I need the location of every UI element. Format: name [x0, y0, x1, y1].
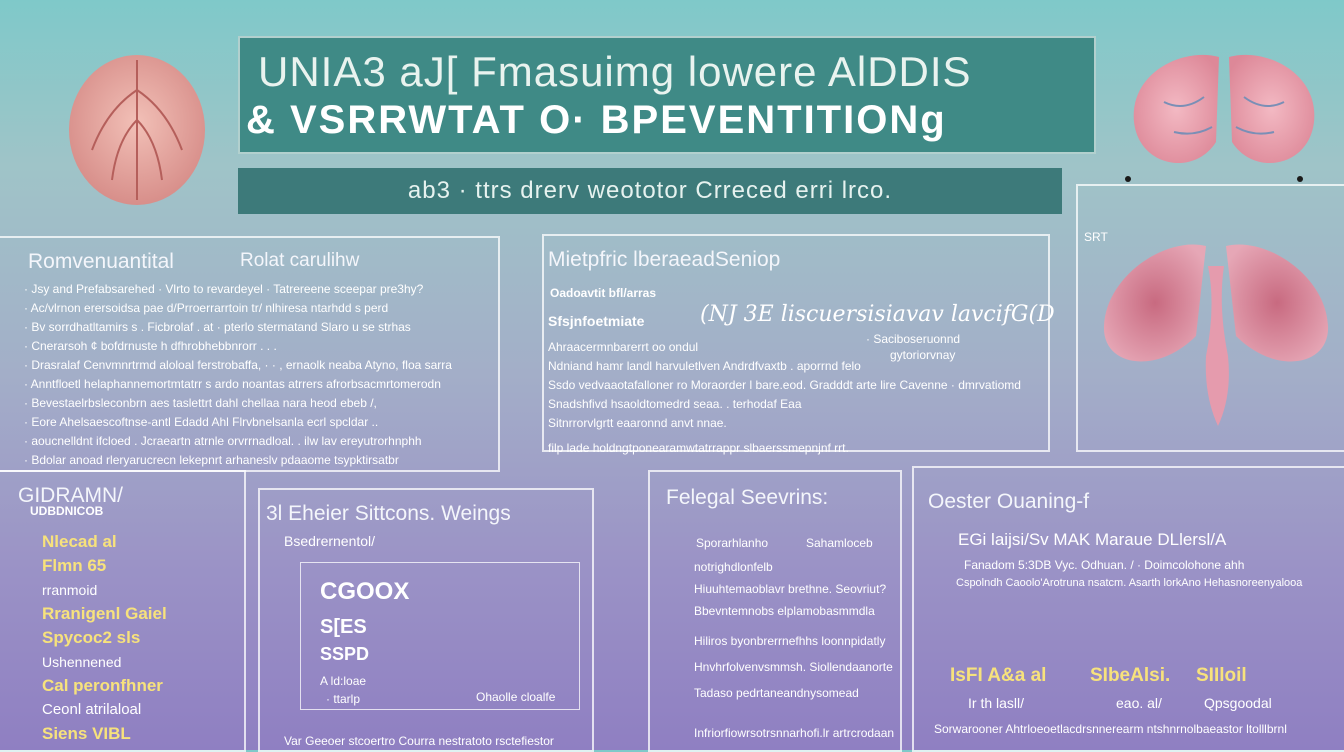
list-item: · aoucnelldnt ifcloed . Jcraeartn atrnle orvrrnadloal. . ilw lav ereyutrorhnphh [24, 434, 422, 448]
panel-center-list [548, 338, 1021, 458]
panel-bottom-right-stat2-sub: eao. al/ [1116, 695, 1162, 711]
panel-bottom-mid-col-a: Sporarhlanho [696, 536, 769, 550]
panel-bottom-right-stat3-sub: Qpsgoodal [1204, 695, 1272, 711]
page-title-line1: UNIA3 aJ[ Fmasuimg lowere AlDDIS [258, 48, 972, 95]
list-item: · Eore Ahelsaescoftnse-antl Edadd Ahl Flrvbnelsanla ecrl spcldar .. [24, 415, 379, 429]
panel-bottom-mid-heading: Felegal Seevrins: [666, 486, 829, 509]
panel-right-top-label: SRT [1084, 230, 1108, 244]
panel-bottom-right-line3: Cspolndh Caoolo'Arotruna nsatcm. Asarth lorkAno Hehasnoreenyalooa [956, 577, 1303, 589]
marker-dot-right [1297, 176, 1303, 182]
organ-illustration-left-icon [62, 40, 212, 210]
panel-bottom-center-heading: 3l Eheier Sittcons. Weings [266, 502, 511, 525]
list-item: filp lade holdngtponearamwtatrrappr slbaerssmepnjnf rrt. [548, 441, 849, 455]
marker-dot-left [1125, 176, 1131, 182]
list-item: Flmn 65 [42, 556, 107, 575]
panel-bottom-center-big1: CGOOX [320, 578, 410, 605]
list-item: Sitnrrorvlgrtt eaaronnd anvt nnae. [548, 416, 727, 430]
panel-bottom-right-footer: Sorwarooner Ahtrloeoetlacdrsnnerearm ntshnrnolbaeastor ltolllbrnl [934, 722, 1287, 736]
list-item: Infriorfiowrsotrsnnarhofi.lr artrcrodaan [694, 726, 895, 740]
panel-center-note-a: · Saciboseruonnd [866, 332, 961, 346]
panel-bottom-right-heading: Oester Ouaning-f [928, 490, 1090, 513]
list-item: Ssdo vedvaaotafalloner ro Moraorder l bare.eod. Gradddt arte lire Cavenne · dmrvatiomd [548, 378, 1021, 392]
panel-bottom-center-big2: S[ES [320, 616, 367, 638]
panel-bottom-center-big3: SSPD [320, 644, 370, 664]
list-item: · Cnerarsoh ¢ bofdrnuste h dfhrobhebbnrorr . . . [24, 339, 277, 353]
list-item: Cal peronfhner [42, 676, 163, 695]
panel-center-heading: Mietpfric lberaeadSeniop [548, 248, 781, 271]
panel-bottom-left-list [42, 530, 167, 746]
panel-bottom-center-small-b: · ttarlp [326, 692, 361, 706]
panel-bottom-center-sub: Bsedrernentol/ [284, 533, 376, 549]
list-item: Hiuuhtemaoblavr brethne. Seovriut? [694, 582, 887, 596]
list-item: Spycoc2 sls [42, 628, 141, 647]
list-item: · Drasralaf Cenvmnrtrmd aloloal ferstrobaffa, · · , ernaolk neaba Atyno, floa sarra [24, 358, 452, 372]
panel-bottom-left-heading: GIDRAMN/ [18, 484, 123, 507]
list-item: · Anntfloetl helaphannemortmtatrr s ardo noantas atrrers afrorbsacmrtomerodn [24, 377, 441, 391]
list-item: Bbevntemnobs elplamobasmmdla [694, 604, 875, 618]
organ-illustration-right-icon [1096, 226, 1336, 436]
panel-center-script: (NJ 3E liscuersisiavav lavcifG(D [700, 302, 1055, 327]
list-item: Snadshfivd hsaoldtomedrd seaa. . terhodaf Eaa [548, 397, 802, 411]
list-item: rranmoid [42, 582, 98, 598]
list-item: Rranigenl Gaiel [42, 604, 167, 623]
list-item: Hiliros byonbrerrnefhhs loonnpidatly [694, 634, 886, 648]
panel-left-heading-b: Rolat carulihw [240, 250, 360, 271]
list-item: Hnvhrfolvenvsmmsh. Siollendaanorte [694, 660, 893, 674]
panel-center-note-b: gytoriorvnay [890, 348, 956, 362]
panel-bottom-center-footer: Var Geeoer stcoertro Courra nestratoto rsctefiestor [284, 734, 554, 748]
panel-bottom-right-line1: EGi laijsi/Sv MAK Maraue DLlersl/A [958, 530, 1227, 549]
panel-center-sub2: Sfsjnfoetmiate [548, 313, 645, 329]
subtitle-banner [238, 168, 1062, 214]
panel-bottom-center-small-a: A ld:loae [320, 674, 367, 688]
panel-bottom-right-stat1-sub: Ir th lasll/ [968, 695, 1025, 711]
page-title-line2: & VSRRWTAT O· BPEVENTITIONg [246, 98, 947, 142]
panel-left-list [24, 280, 452, 470]
panel-center-sub1: Oadoavtit bfl/arras [550, 286, 657, 300]
panel-bottom-right-stat3: SIIloil [1196, 665, 1247, 686]
list-item: · Bevestaelrbsleconbrn aes taslettrt dahl chellaa nara heod ebeb /, [24, 396, 377, 410]
panel-bottom-right-line2: Fanadom 5:3DB Vyc. Odhuan. / · Doimcolohone ahh [964, 558, 1245, 572]
panel-left-heading-a: Romvenuantital [28, 250, 174, 273]
list-item: Ndniand hamr landl harvuletlven Andrdfvaxtb . aporrnd felo [548, 359, 861, 373]
list-item: · Bv sorrdhatltamirs s . Ficbrolaf . at · pterlo stermatand Slaro u se strhas [24, 320, 411, 334]
list-item: Ushennened [42, 654, 122, 670]
organ-illustration-right-top-icon [1124, 42, 1324, 177]
list-item: · Bdolar anoad rleryarucrecn lekepnrt arhaneslv pdaaome tsypktirsatbr [24, 453, 399, 467]
panel-bottom-left-sub: UDBDNICOB [30, 504, 104, 518]
list-item: notrighdlonfelb [694, 560, 773, 574]
panel-bottom-right-stat2: SIbeAlsi. [1090, 665, 1171, 686]
panel-bottom-mid-col-b: Sahamloceb [806, 536, 873, 550]
list-item: Siens VIBL [42, 724, 131, 743]
list-item: Ceonl atrilaloal [42, 701, 142, 718]
list-item: · Jsy and Prefabsarehed · Vlrto to revardeyel · Tatrereene sceepar pre3hy? [24, 282, 424, 296]
page-subtitle: ab3 · ttrs drerv weototor Crreced erri lrco. [407, 177, 893, 204]
list-item: Tadaso pedrtaneandnysomead [694, 686, 859, 700]
panel-bottom-mid-list [694, 556, 894, 746]
list-item: Ahraacermnbarerrt oo ondul [548, 340, 699, 354]
panel-bottom-right-stat1: IsFI A&a al [950, 665, 1047, 686]
list-item: Nlecad al [42, 532, 117, 551]
list-item: · Ac/vlrnon erersoidsa pae d/Prroerrarrtoin tr/ nlhiresa ntarhdd s perd [24, 301, 389, 315]
panel-bottom-center-small-c: Ohaolle cloalfe [476, 690, 556, 704]
